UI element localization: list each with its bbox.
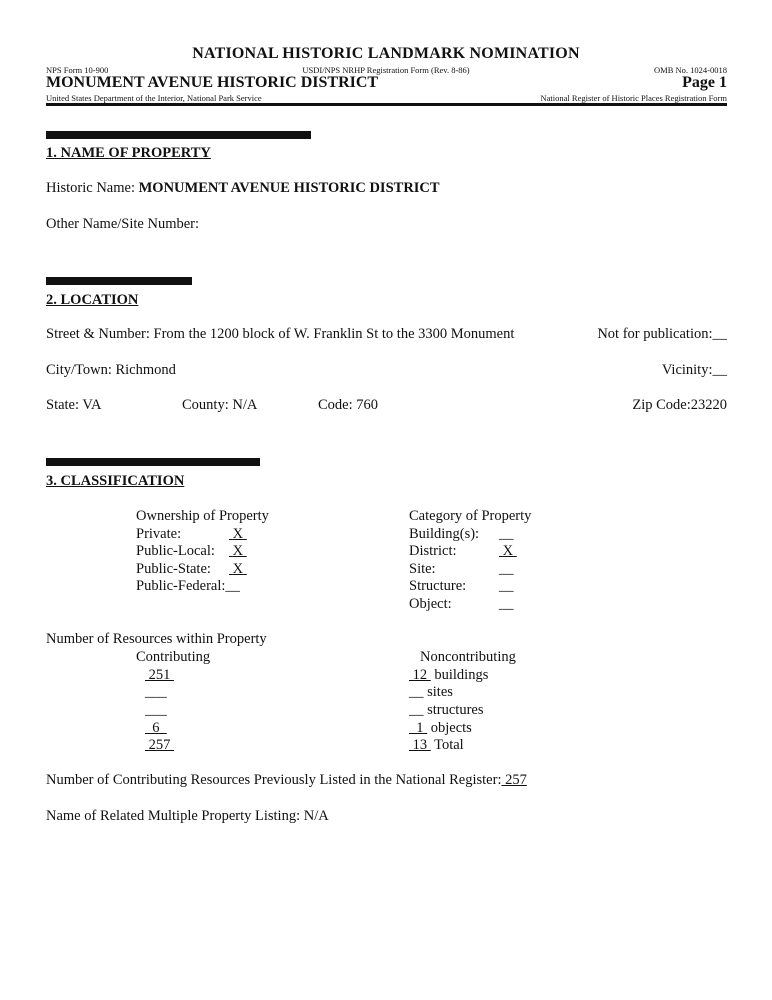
category-value: __ (499, 578, 514, 594)
not-for-publication: Not for publication:__ (597, 326, 727, 342)
contributing-count: 257 (145, 737, 174, 753)
vicinity: Vicinity:__ (661, 362, 727, 378)
section-3-heading: 3. CLASSIFICATION (46, 473, 185, 489)
ownership-value: X (232, 561, 244, 577)
header-rule (46, 103, 727, 106)
category-label: Object: (409, 596, 452, 612)
form-name: USDI/NPS NRHP Registration Form (Rev. 8-86) (302, 65, 470, 75)
noncontributing-row: __ structures (409, 702, 484, 718)
category-label: District: (409, 543, 457, 559)
historic-name-value: MONUMENT AVENUE HISTORIC DISTRICT (138, 180, 440, 196)
related-listing: Name of Related Multiple Property Listing: N/A (46, 808, 329, 824)
ownership-label: Public-Federal:__ (136, 578, 240, 594)
ownership-value: X (232, 543, 244, 559)
category-value: __ (499, 526, 514, 542)
noncontributing-row: __ sites (409, 684, 453, 700)
category-label: Structure: (409, 578, 467, 594)
category-value: X (502, 543, 514, 559)
contributing-count: 251 (145, 667, 174, 683)
property-header: MONUMENT AVENUE HISTORIC DISTRICT (46, 74, 379, 91)
noncontributing-row: 12 buildings (409, 667, 489, 683)
page-number: Page 1 (682, 74, 727, 91)
historic-name-label: Historic Name: (46, 180, 139, 196)
historic-name (46, 180, 440, 197)
state: State: VA (46, 397, 102, 413)
omb-number: OMB No. 1024-0018 (654, 65, 727, 75)
city-town: City/Town: Richmond (46, 362, 176, 378)
department: United States Department of the Interior, National Park Service (46, 93, 262, 103)
other-name: Other Name/Site Number: (46, 216, 200, 232)
form-title: NATIONAL HISTORIC LANDMARK NOMINATION (192, 45, 580, 62)
category-label: Building(s): (409, 526, 480, 542)
noncontributing-row: 13 Total (409, 737, 464, 753)
code: Code: 760 (318, 397, 379, 413)
ownership-value: X (232, 526, 244, 542)
ownership-label: Public-State: (136, 561, 211, 577)
contributing-count: ___ (145, 684, 167, 700)
noncontributing-title: Noncontributing (420, 649, 516, 665)
county: County: N/A (182, 397, 258, 413)
ownership-label: Private: (136, 526, 182, 542)
zip-code: Zip Code:23220 (632, 397, 727, 413)
section-2-heading: 2. LOCATION (46, 292, 139, 308)
category-title: Category of Property (409, 508, 532, 524)
form-number: NPS Form 10-900 (46, 65, 109, 75)
resources-title: Number of Resources within Property (46, 631, 267, 647)
section-bar (46, 277, 192, 285)
section-bar (46, 131, 311, 139)
category-value: __ (499, 561, 514, 577)
contributing-count: 6 (145, 720, 167, 736)
previously-listed: Number of Contributing Resources Previously Listed in the National Register: 257 (46, 772, 527, 788)
noncontributing-row: 1 objects (409, 720, 472, 736)
contributing-title: Contributing (136, 649, 211, 665)
ownership-label: Public-Local: (136, 543, 215, 559)
section-1-heading: 1. NAME OF PROPERTY (46, 145, 211, 161)
street-number: Street & Number: From the 1200 block of W. Franklin St to the 3300 Monument (46, 326, 515, 342)
section-bar (46, 458, 260, 466)
category-label: Site: (409, 561, 436, 577)
register-form: National Register of Historic Places Registration Form (540, 93, 727, 103)
contributing-count: ___ (145, 702, 167, 718)
ownership-title: Ownership of Property (136, 508, 269, 524)
category-value: __ (499, 596, 514, 612)
